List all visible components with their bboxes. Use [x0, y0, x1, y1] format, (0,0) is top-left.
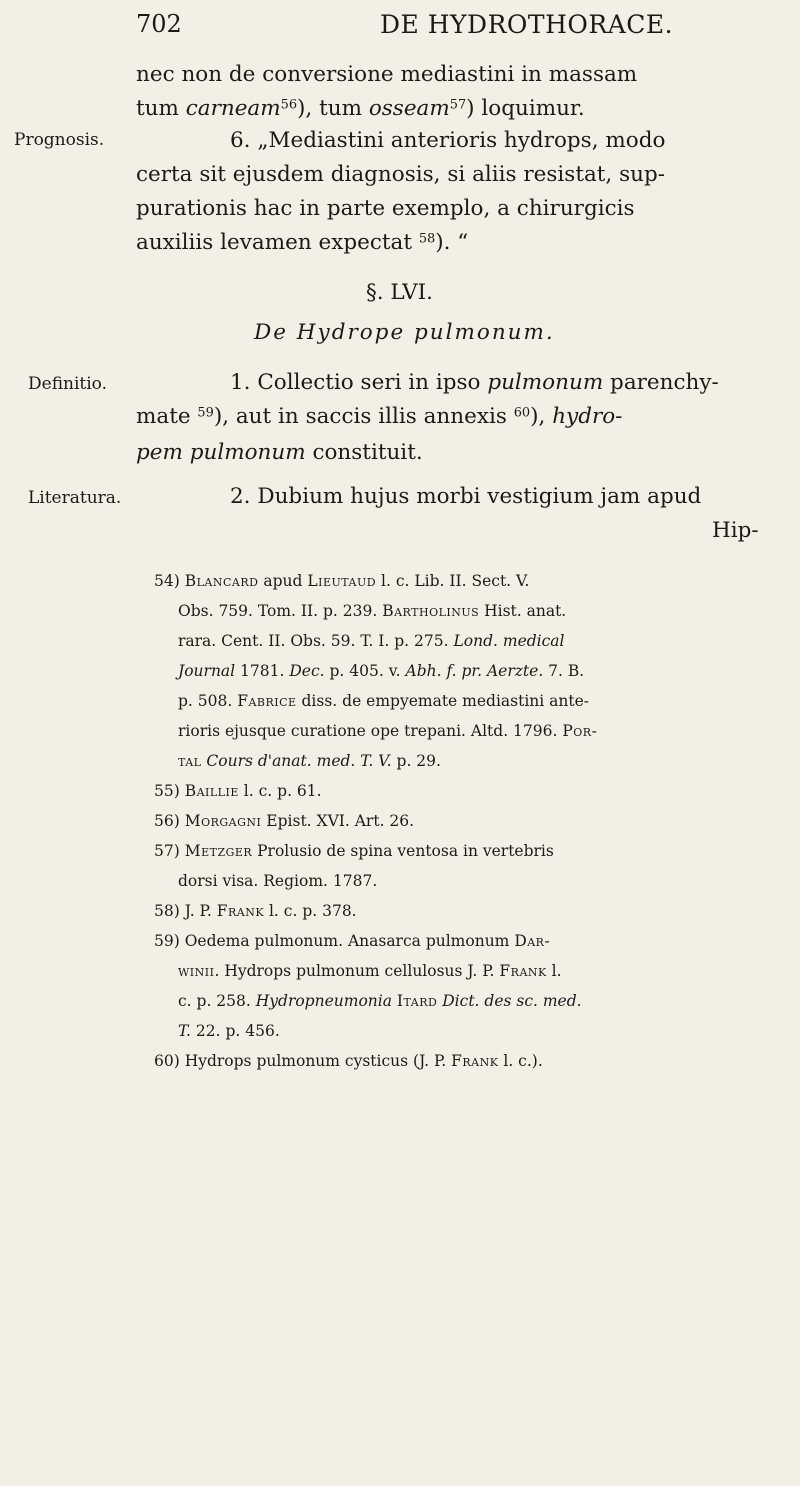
footnote-57-line-2: dorsi visa. Regiom. 1787. — [178, 872, 378, 890]
footnote-54-line-2: Obs. 759. Tom. II. p. 239. Bartholinus Hist. anat. — [178, 602, 567, 620]
footnote-54-line-3: rara. Cent. II. Obs. 59. T. I. p. 275. Lond. medical — [178, 632, 565, 650]
footnote-59-line-3: c. p. 258. Hydropneumonia Itard Dict. des sc. med. — [178, 992, 582, 1010]
footnote-56: 56) Morgagni Epist. XVI. Art. 26. — [154, 812, 415, 830]
footnote-54-line-4: Journal 1781. Dec. p. 405. v. Abh. f. pr. Aerzte. 7. B. — [178, 662, 585, 680]
text-line-5: purationis hac in parte exemplo, a chirurgicis — [136, 196, 635, 221]
footnote-59-line-2: winii. Hydrops pulmonum cellulosus J. P. Frank l. — [178, 962, 562, 980]
text-line-6: auxiliis levamen expectat $^{58}$). “ — [136, 230, 469, 255]
margin-note-literatura: Literatura. — [28, 488, 122, 508]
catchword: Hip- — [712, 518, 759, 543]
text-line-7: 1. Collectio seri in ipso pulmonum parenchy- — [230, 370, 719, 395]
text-line-9: pem pulmonum constituit. — [136, 440, 423, 465]
margin-note-definitio: Definitio. — [28, 374, 108, 394]
page-number: 702 — [136, 10, 182, 38]
running-title: DE HYDROTHORACE. — [380, 10, 674, 39]
footnote-54-line-5: p. 508. Fabrice diss. de empyemate mediastini ante- — [178, 692, 590, 710]
footnote-54-line-6: rioris ejusque curatione ope trepani. Altd. 1796. Por- — [178, 722, 598, 740]
footnote-60: 60) Hydrops pulmonum cysticus (J. P. Frank l. c.). — [154, 1052, 543, 1070]
margin-note-prognosis: Prognosis. — [14, 130, 105, 150]
section-title: De Hydrope pulmonum. — [254, 320, 555, 345]
text-line-10: 2. Dubium hujus morbi vestigium jam apud — [230, 484, 702, 509]
text-line-2: tum carneam$^{56}$), tum osseam$^{57}$) loquimur. — [136, 96, 585, 121]
text-line-1: nec non de conversione mediastini in massam — [136, 62, 638, 87]
footnote-54-line-1: 54) Blancard apud Lieutaud l. c. Lib. II. Sect. V. — [154, 572, 530, 590]
footnote-58: 58) J. P. Frank l. c. p. 378. — [154, 902, 357, 920]
footnote-59-line-1: 59) Oedema pulmonum. Anasarca pulmonum Dar- — [154, 932, 551, 950]
footnote-54-line-7: tal Cours d'anat. med. T. V. p. 29. — [178, 752, 441, 770]
page-header — [40, 10, 760, 50]
footnote-57-line-1: 57) Metzger Prolusio de spina ventosa in vertebris — [154, 842, 554, 860]
text-line-4: certa sit ejusdem diagnosis, si aliis resistat, sup- — [136, 162, 665, 187]
text-line-8: mate $^{59}$), aut in saccis illis annexis $^{60}$), hydro- — [136, 404, 623, 429]
text-line-3: 6. „Mediastini anterioris hydrops, modo — [230, 128, 666, 153]
footnote-59-line-4: T. 22. p. 456. — [178, 1022, 280, 1040]
section-heading: §. LVI. — [366, 280, 433, 305]
footnote-55: 55) Baillie l. c. p. 61. — [154, 782, 322, 800]
